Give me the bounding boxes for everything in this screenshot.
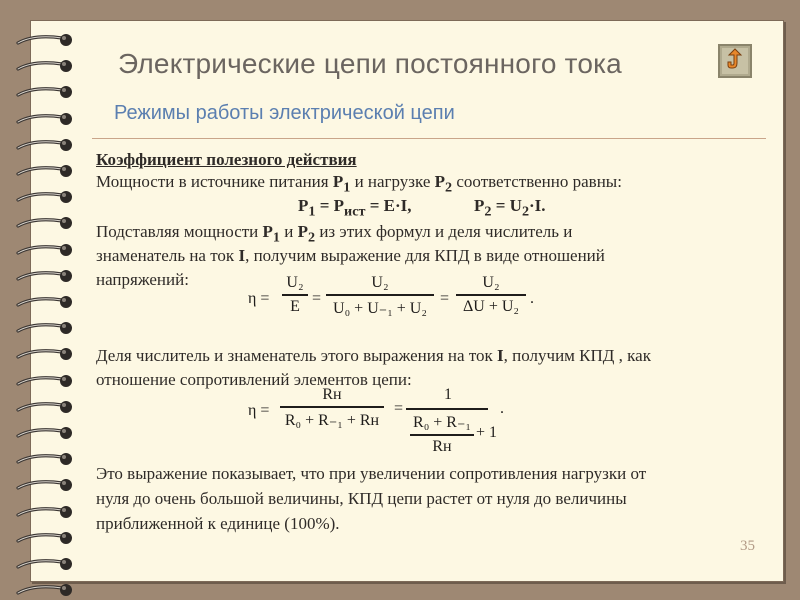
binding-ring <box>14 477 78 493</box>
paragraph-3-line-2: отношение сопротивлений элементов цепи: <box>96 370 412 389</box>
slide-subtitle: Режимы работы электрической цепи <box>114 102 455 124</box>
binding-ring <box>14 451 78 467</box>
binding-ring <box>14 320 78 336</box>
fraction-rn-sum: Rн R₀ + R₋₁ + Rн <box>280 386 384 430</box>
main-fraction-bar <box>406 408 488 410</box>
return-arrow-icon <box>720 46 750 76</box>
paragraph-1: Мощности в источнике питания $P_1$ и нагрузке $P_2$ соответственно равны: <box>96 172 622 196</box>
paragraph-4-line-2: нуля до очень большой величины, КПД цепи растет от нуля до величины <box>96 489 627 508</box>
paragraph-2-line-3: напряжений: <box>96 270 189 289</box>
plus-one: + 1 <box>476 424 498 441</box>
binding-ring <box>14 242 78 258</box>
divider <box>92 138 766 139</box>
binding-ring <box>14 556 78 572</box>
eta-symbol: η = <box>248 290 270 307</box>
binding-ring <box>14 84 78 100</box>
slide-title: Электрические цепи постоянного тока <box>118 48 622 79</box>
binding-ring <box>14 189 78 205</box>
paragraph-4-line-1: Это выражение показывает, что при увеличении сопротивления нагрузки от <box>96 464 647 483</box>
binding-ring <box>14 504 78 520</box>
binding-ring <box>14 215 78 231</box>
binding-ring <box>14 268 78 284</box>
eta-symbol: η = <box>248 402 270 419</box>
paragraph-2-line-1: Подставляя мощности $P_1$ и $P_2$ из этих формул и деля числитель и <box>96 222 573 246</box>
equals-sign: = <box>440 290 450 307</box>
page-number: 35 <box>740 538 755 554</box>
binding-ring <box>14 294 78 310</box>
period: . <box>500 400 504 417</box>
fraction-u2-sum: U₂ U₀ + U₋₁ + U₂ <box>326 274 434 318</box>
binding-ring <box>14 58 78 74</box>
binding-ring <box>14 137 78 153</box>
fraction-r-ratio: R₀ + R₋₁ Rн <box>410 412 474 456</box>
equals-sign: = <box>312 290 322 307</box>
period: . <box>530 290 534 307</box>
binding-ring <box>14 163 78 179</box>
binding-ring <box>14 399 78 415</box>
binding-ring <box>14 111 78 127</box>
binding-ring <box>14 346 78 362</box>
binding-ring <box>14 32 78 48</box>
binding-ring <box>14 582 78 598</box>
paragraph-2-line-2: знаменатель на ток I, получим выражение для КПД в виде отношений <box>96 246 605 265</box>
fraction-u2-delta: U₂ ΔU + U₂ <box>456 274 526 316</box>
formula-p1: $P_1 = P_{ист} = E\cdot I$, <box>298 196 412 220</box>
binding-ring <box>14 530 78 546</box>
binding-ring <box>14 425 78 441</box>
formula-p2: $P_2 = U_2\cdot I$. <box>474 196 546 220</box>
equals-sign: = <box>394 400 404 417</box>
return-button[interactable] <box>718 44 752 78</box>
fraction-one-numerator: 1 <box>444 386 452 403</box>
paragraph-4-line-3: приближенной к единице (100%). <box>96 514 340 533</box>
paragraph-3-line-1: Деля числитель и знаменатель этого выражения на ток I, получим КПД , как <box>96 346 651 365</box>
fraction-u2-e: U₂ E <box>282 274 308 316</box>
section-heading: Коэффициент полезного действия <box>96 150 357 169</box>
binding-ring <box>14 373 78 389</box>
